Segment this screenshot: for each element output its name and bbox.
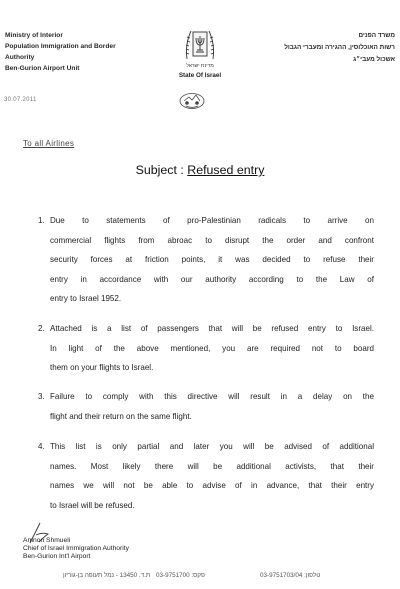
item-line: Failure to comply with this directive will result in a delay on the bbox=[50, 392, 374, 401]
sender-line: Population Immigration and Border bbox=[5, 43, 116, 50]
item-text bbox=[50, 319, 374, 378]
sender-line: Ministry of Interior bbox=[5, 32, 63, 39]
signatory-title: Chief of Israel Immigration Authority bbox=[23, 545, 129, 552]
item-line: commercial flights from abroac to disrupt the order and confront bbox=[50, 235, 374, 245]
sender-line-hebrew: רשות האוכלוסין, ההגירה ומעברי הגבול bbox=[284, 44, 395, 51]
item-number: 4. bbox=[38, 442, 45, 451]
recipient-line: To all Airlines bbox=[23, 139, 75, 148]
footer-phone: טלפון: 03-9751703/04 bbox=[260, 572, 321, 579]
item-line: to Israel will be refused. bbox=[50, 500, 135, 510]
signatory-location: Ben-Gurion Int'l Airport bbox=[23, 553, 91, 560]
item-number: 2. bbox=[38, 324, 45, 333]
item-text bbox=[50, 437, 374, 515]
subject-text: Refused entry bbox=[187, 163, 265, 177]
official-stamp-icon bbox=[178, 92, 206, 110]
item-text bbox=[50, 387, 374, 426]
sender-line-hebrew: משרד הפנים bbox=[358, 32, 395, 39]
document-date: 30.07.2011 bbox=[4, 97, 37, 103]
item-number: 1. bbox=[38, 216, 45, 225]
item-line: entry in accordance with our authority according to the Law of bbox=[50, 274, 374, 284]
item-text bbox=[50, 211, 374, 309]
signatory-name: Amnon Shmueli bbox=[23, 537, 71, 544]
footer-address: ת.ד. 13450 - נמל תעופה בן-גוריון bbox=[63, 572, 151, 579]
item-line: In light of the above mentioned, you are required not to board bbox=[50, 343, 374, 353]
subject-prefix: Subject : bbox=[135, 163, 188, 177]
sender-block bbox=[5, 30, 116, 74]
item-number: 3. bbox=[38, 392, 45, 401]
item-line: This list is only partial and later you will be advised of additional bbox=[50, 442, 374, 451]
item-line: entry to Israel 1952. bbox=[50, 294, 122, 303]
item-line: security forces at friction points, it was decided to refuse their bbox=[50, 255, 374, 264]
sender-line: Authority bbox=[5, 54, 35, 61]
item-line: flight and their return on the same flight. bbox=[50, 411, 192, 421]
menorah-emblem-icon bbox=[183, 26, 217, 62]
state-name: State Of Israel bbox=[178, 72, 222, 79]
item-line: Attached is a list of passengers that will be refused entry to Israel. bbox=[50, 324, 374, 333]
item-line: names. Most likely there will be additional activists, that their bbox=[50, 461, 374, 471]
item-line: them on your flights to Israel. bbox=[50, 363, 154, 372]
state-name-hebrew: מדינת ישראל bbox=[186, 63, 214, 69]
subject-heading bbox=[0, 163, 400, 177]
sender-line: Ben-Gurion Airport Unit bbox=[5, 65, 80, 72]
item-line: names we will not be able to advise of in advance, that their entry bbox=[50, 481, 374, 490]
signature-block bbox=[23, 537, 129, 561]
sender-block-hebrew bbox=[284, 30, 395, 66]
sender-line-hebrew: אשכול מעבי״ג bbox=[353, 56, 395, 63]
footer-fax: פקס: 03-9751700 bbox=[156, 572, 205, 579]
item-line: Due to statements of pro-Palestinian radicals to arrive on bbox=[50, 216, 374, 225]
